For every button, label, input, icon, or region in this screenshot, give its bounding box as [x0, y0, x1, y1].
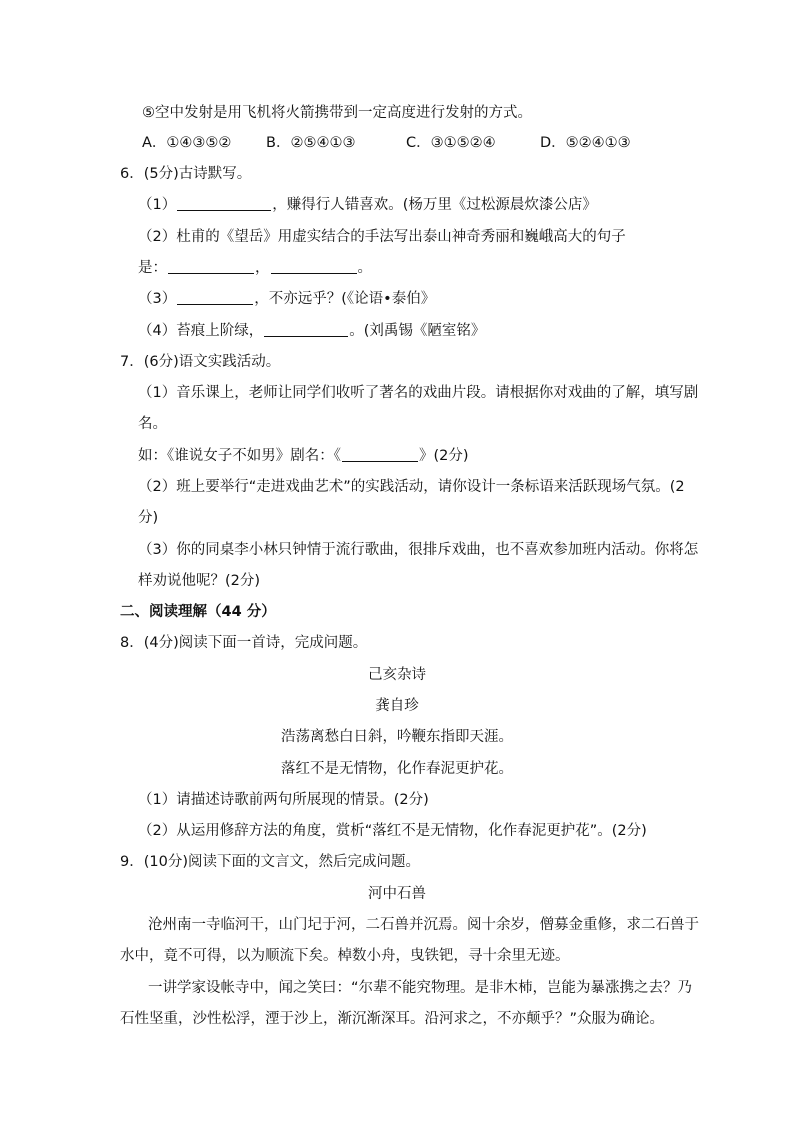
q7-sub-2-line1: （2）班上要举行“走进戏曲艺术”的实践活动，请你设计一条标语来活跃现场气氛。(2 — [138, 479, 685, 495]
section-2-title: 二、阅读理解（44 分） — [120, 604, 276, 620]
q6-s2-blank-1 — [168, 258, 254, 274]
q6-s2-blank-2 — [271, 258, 357, 274]
q5-option-d: D．⑤②④①③ — [540, 135, 631, 151]
q6-s3-suffix: ，不亦远乎？(《论语•泰伯》 — [254, 291, 436, 307]
q7-sub-1-line2: 名。 — [138, 416, 167, 432]
q8-poem-line-2: 落红不是无情物，化作春泥更护花。 — [281, 761, 513, 777]
q6-sub-4 — [138, 321, 485, 341]
q9-paragraph-1-line1: 沧州南一寺临河干，山门圮于河，二石兽并沉焉。阅十余岁，僧募金重修，求二石兽于 — [148, 917, 699, 933]
q6-s4-prefix: （4）苔痕上阶绿， — [138, 323, 264, 339]
q9-paragraph-2-line1: 一讲学家设帐寺中，闻之笑曰：“尔辈不能究物理。是非木杮，岂能为暴涨携之去？乃 — [148, 980, 693, 996]
q6-s1-suffix: ，赚得行人错喜欢。(杨万里《过松源晨炊漆公店》 — [272, 197, 597, 213]
q6-header: 6．(5分)古诗默写。 — [120, 166, 252, 182]
q9-paragraph-2-line2: 石性坚重，沙性松浮，湮于沙上，渐沉渐深耳。沿河求之，不亦颠乎？”众服为确论。 — [120, 1011, 665, 1027]
q9-paragraph-1-line2: 水中，竟不可得，以为顺流下矣。棹数小舟，曳铁钯，寻十余里无迹。 — [120, 948, 570, 964]
q5-option-b: B．②⑤④①③ — [266, 135, 356, 151]
q7-sub-2-line2: 分) — [138, 510, 159, 526]
q8-poem-author: 龚自珍 — [375, 698, 419, 714]
q6-sub-3 — [138, 289, 435, 309]
q6-sub-1 — [138, 195, 597, 215]
q7-sub-3-line2: 样劝说他呢？(2分) — [138, 573, 261, 589]
q6-s3-blank — [177, 289, 253, 305]
q8-sub-1: （1）请描述诗歌前两句所展现的情景。(2分) — [138, 792, 429, 808]
q7-example — [138, 446, 469, 466]
q7-sub-3-line1: （3）你的同桌李小林只钟情于流行歌曲，很排斥戏曲，也不喜欢参加班内活动。你将怎 — [138, 542, 699, 558]
q6-s2-end: 。 — [357, 260, 372, 276]
q7-example-prefix: 如：《谁说女子不如男》剧名：《 — [138, 448, 341, 464]
q5-item-5: ⑤空中发射是用飞机将火箭携带到一定高度进行发射的方式。 — [142, 105, 532, 121]
q6-s3-prefix: （3） — [138, 291, 177, 307]
q6-s4-suffix: 。(刘禹锡《陋室铭》 — [349, 323, 486, 339]
q6-s2-sep: ， — [255, 260, 270, 276]
q6-sub-2-line2 — [138, 258, 372, 278]
q7-example-suffix: 》(2分) — [419, 448, 469, 464]
q5-option-c: C．③①⑤②④ — [406, 135, 496, 151]
q8-poem-title: 己亥杂诗 — [368, 667, 426, 683]
q6-s4-blank — [264, 321, 348, 337]
q5-options — [142, 133, 631, 153]
q8-poem-line-1: 浩荡离愁白日斜，吟鞭东指即天涯。 — [281, 729, 513, 745]
q7-example-blank — [342, 446, 418, 462]
q9-title: 河中石兽 — [368, 886, 426, 902]
q5-option-a: A．①④③⑤② — [142, 135, 232, 151]
q6-sub-2-line1: （2）杜甫的《望岳》用虚实结合的手法写出泰山神奇秀丽和巍峨高大的句子 — [138, 229, 626, 245]
q8-sub-2: （2）从运用修辞方法的角度，赏析“落红不是无情物，化作春泥更护花”。(2分) — [138, 823, 647, 839]
q8-header: 8．(4分)阅读下面一首诗，完成问题。 — [120, 635, 368, 651]
q7-sub-1-line1: （1）音乐课上，老师让同学们收听了著名的戏曲片段。请根据你对戏曲的了解，填写剧 — [138, 385, 699, 401]
q6-s2-prefix: 是： — [138, 260, 167, 276]
q6-s1-prefix: （1） — [138, 197, 177, 213]
q9-header: 9．(10分)阅读下面的文言文，然后完成问题。 — [120, 854, 420, 870]
q7-header: 7．(6分)语文实践活动。 — [120, 354, 281, 370]
q6-s1-blank — [177, 195, 271, 211]
